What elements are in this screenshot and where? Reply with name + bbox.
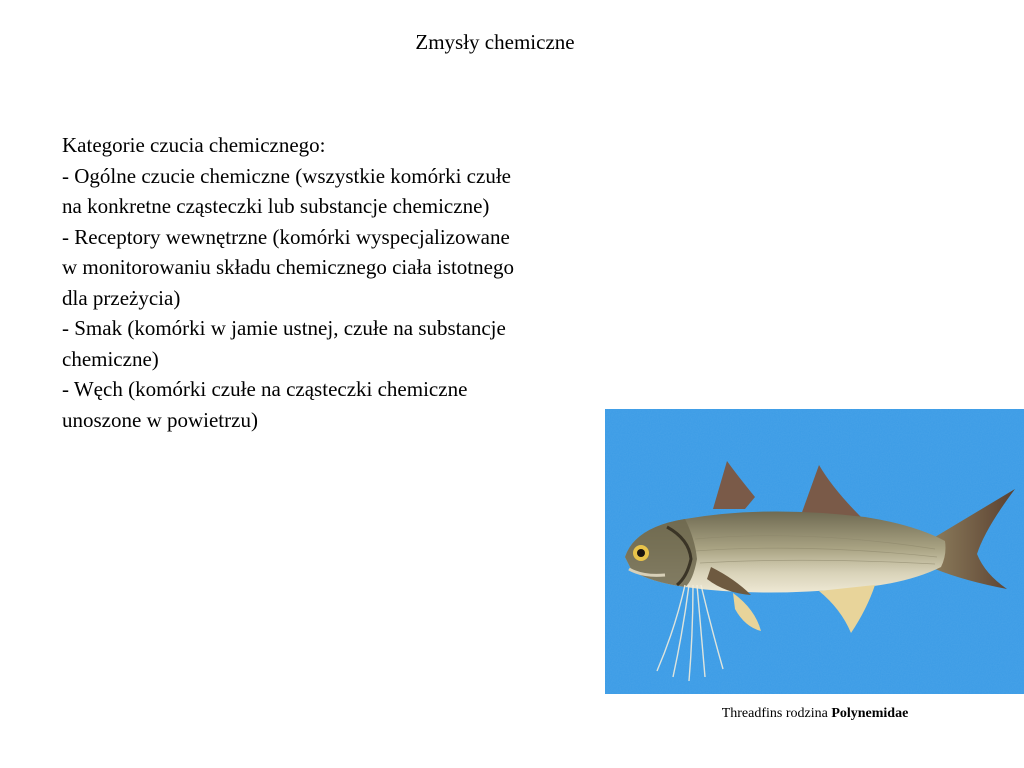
body-line: na konkretne cząsteczki lub substancje chemiczne) <box>62 194 490 218</box>
body-line: - Węch (komórki czułe na cząsteczki chemiczne <box>62 377 468 401</box>
fish-photo <box>605 409 1024 694</box>
body-line: chemiczne) <box>62 346 159 371</box>
body-line: - Ogólne czucie chemiczne (wszystkie komórki czułe <box>62 163 511 188</box>
body-line: - Smak (komórki w jamie ustnej, czułe na substancje <box>62 316 506 340</box>
body-line: w monitorowaniu składu chemicznego ciała istotnego <box>62 255 514 279</box>
body-text <box>62 130 632 435</box>
body-line: Kategorie czucia chemicznego: <box>62 133 326 157</box>
caption-family: Polynemidae <box>831 706 909 721</box>
body-line: dla przeżycia) <box>62 285 181 310</box>
image-caption <box>606 706 1024 722</box>
slide-title: Zmysły chemiczne <box>415 30 575 54</box>
caption-prefix: Threadfins rodzina <box>721 706 832 721</box>
body-line: - Receptory wewnętrzne (komórki wyspecjalizowane <box>62 224 510 249</box>
body-line: unoszone w powietrzu) <box>62 407 258 432</box>
